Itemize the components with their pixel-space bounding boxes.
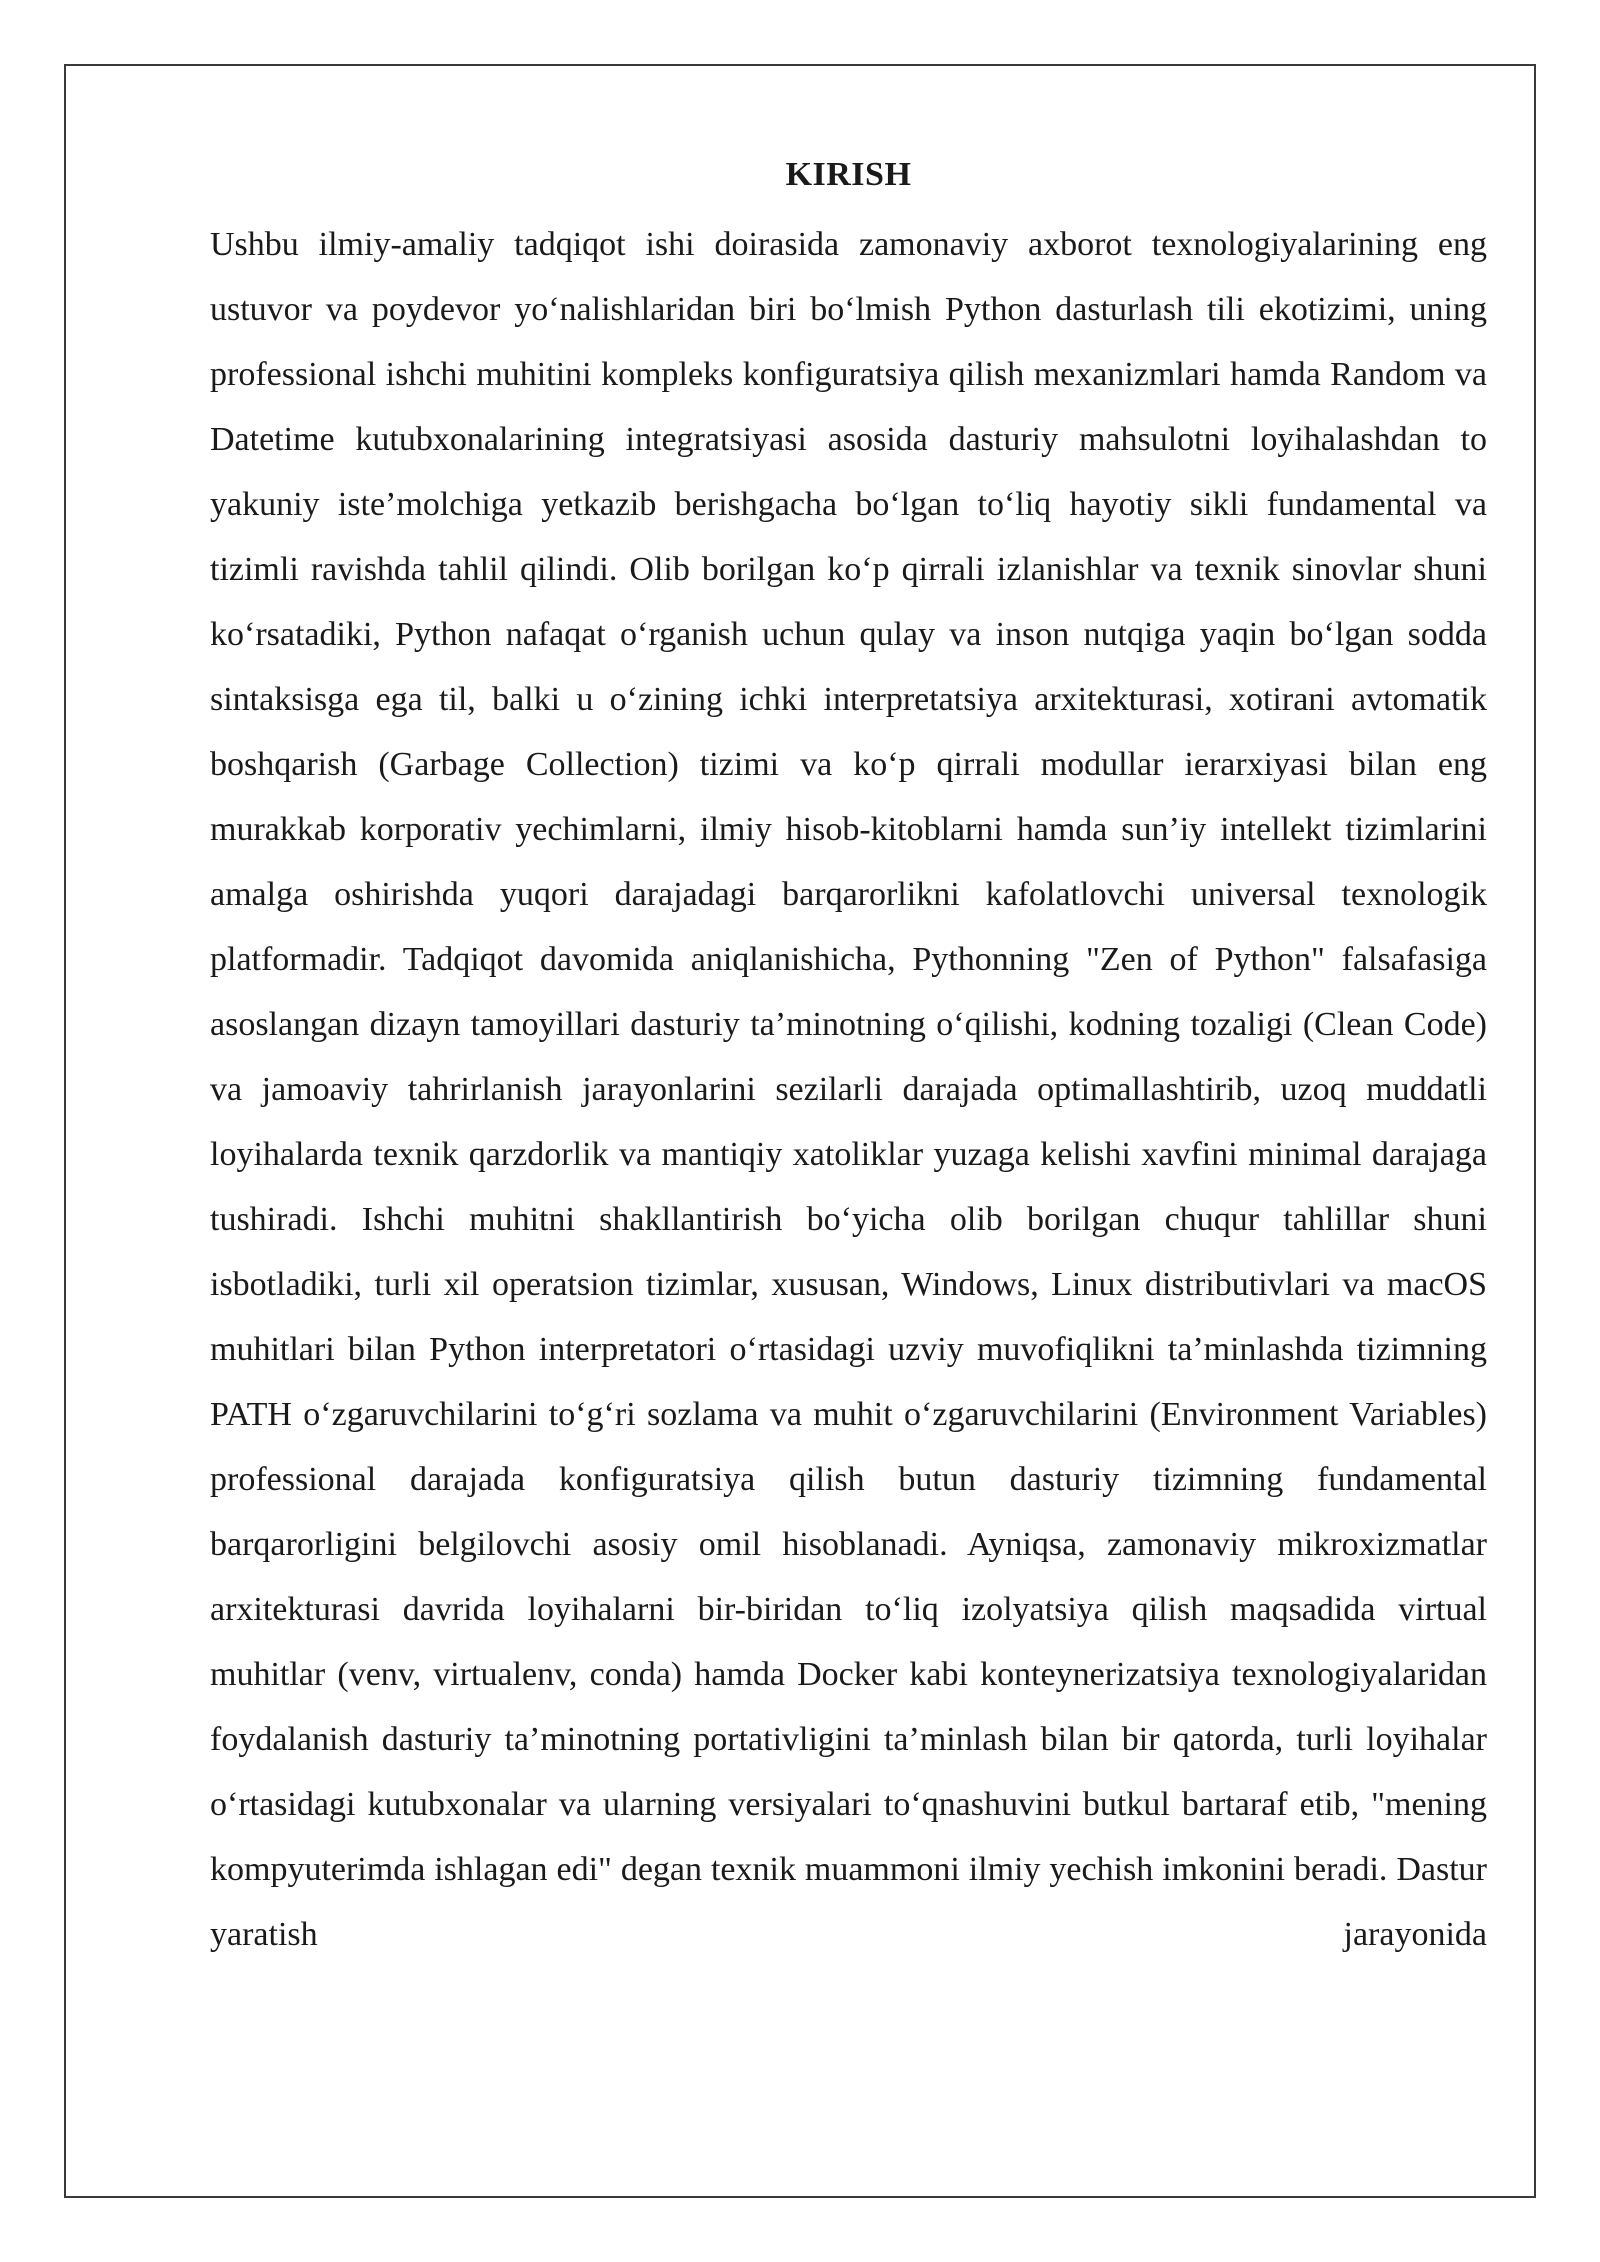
body-paragraph: Ushbu ilmiy-amaliy tadqiqot ishi doirasida zamonaviy axborot texnologiyalarining eng ustuvor va poydevor yo‘nalishlaridan biri bo‘lmish Python dasturlash tili ekotizimi, uning professional ishchi muhitini kompleks konfiguratsiya qilish mexanizmlari hamda Random va Datetime kutubxonalarining integratsiyasi asosida dasturiy mahsulotni loyihalashdan to yakuniy iste’molchiga yetkazib berishgacha bo‘lgan to‘liq hayotiy sikli fundamental va tizimli ravishda tahlil qilindi. Olib borilgan ko‘p qirrali izlanishlar va texnik sinovlar shuni ko‘rsatadiki, Python nafaqat o‘rganish uchun qulay va inson nutqiga yaqin bo‘lgan sodda sintaksisga ega til, balki u o‘zining ichki interpretatsiya arxitekturasi, xotirani avtomatik boshqarish (Garbage Collection) tizimi va ko‘p qirrali modullar ierarxiyasi bilan eng murakkab korporativ yechimlarni, ilmiy hisob-kitoblarni hamda sun’iy intellekt tizimlarini amalga oshirishda yuqori darajadagi barqarorlikni kafolatlovchi universal texnologik platformadir. Tadqiqot davomida aniqlanishicha, Pythonning "Zen of Python" falsafasiga asoslangan dizayn tamoyillari dasturiy ta’minotning o‘qilishi, kodning tozaligi (Clean Code) va jamoaviy tahrirlanish jarayonlarini sezilarli darajada optimallashtirib, uzoq muddatli loyihalarda texnik qarzdorlik va mantiqiy xatoliklar yuzaga kelishi xavfini minimal darajaga tushiradi. Ishchi muhitni shakllantirish bo‘yicha olib borilgan chuqur tahlillar shuni isbotladiki, turli xil operatsion tizimlar, xususan, Windows, Linux distributivlari va macOS muhitlari bilan Python interpretatori o‘rtasidagi uzviy muvofiqlikni ta’minlashda tizimning PATH o‘zgaruvchilarini to‘g‘ri sozlama va muhit o‘zgaruvchilarini (Environment Variables) professional darajada konfiguratsiya qilish butun dasturiy tizimning fundamental barqarorligini belgilovchi asosiy omil hisoblanadi. Ayniqsa, zamonaviy mikroxizmatlar arxitekturasi davrida loyihalarni bir-biridan to‘liq izolyatsiya qilish maqsadida virtual muhitlar (venv, virtualenv, conda) hamda Docker kabi konteynerizatsiya texnologiyalaridan foydalanish dasturiy ta’minotning portativligini ta’minlash bilan bir qatorda, turli loyihalar o‘rtasidagi kutubxonalar va ularning versiyalari to‘qnashuvini butkul bartaraf etib, "mening kompyuterimda ishlagan edi" degan texnik muammoni ilmiy yechish imkonini beradi. Dastur yaratish jarayonida — [210, 226, 1487, 1953]
section-title: KIRISH — [785, 156, 912, 193]
document-content — [210, 150, 1487, 1967]
